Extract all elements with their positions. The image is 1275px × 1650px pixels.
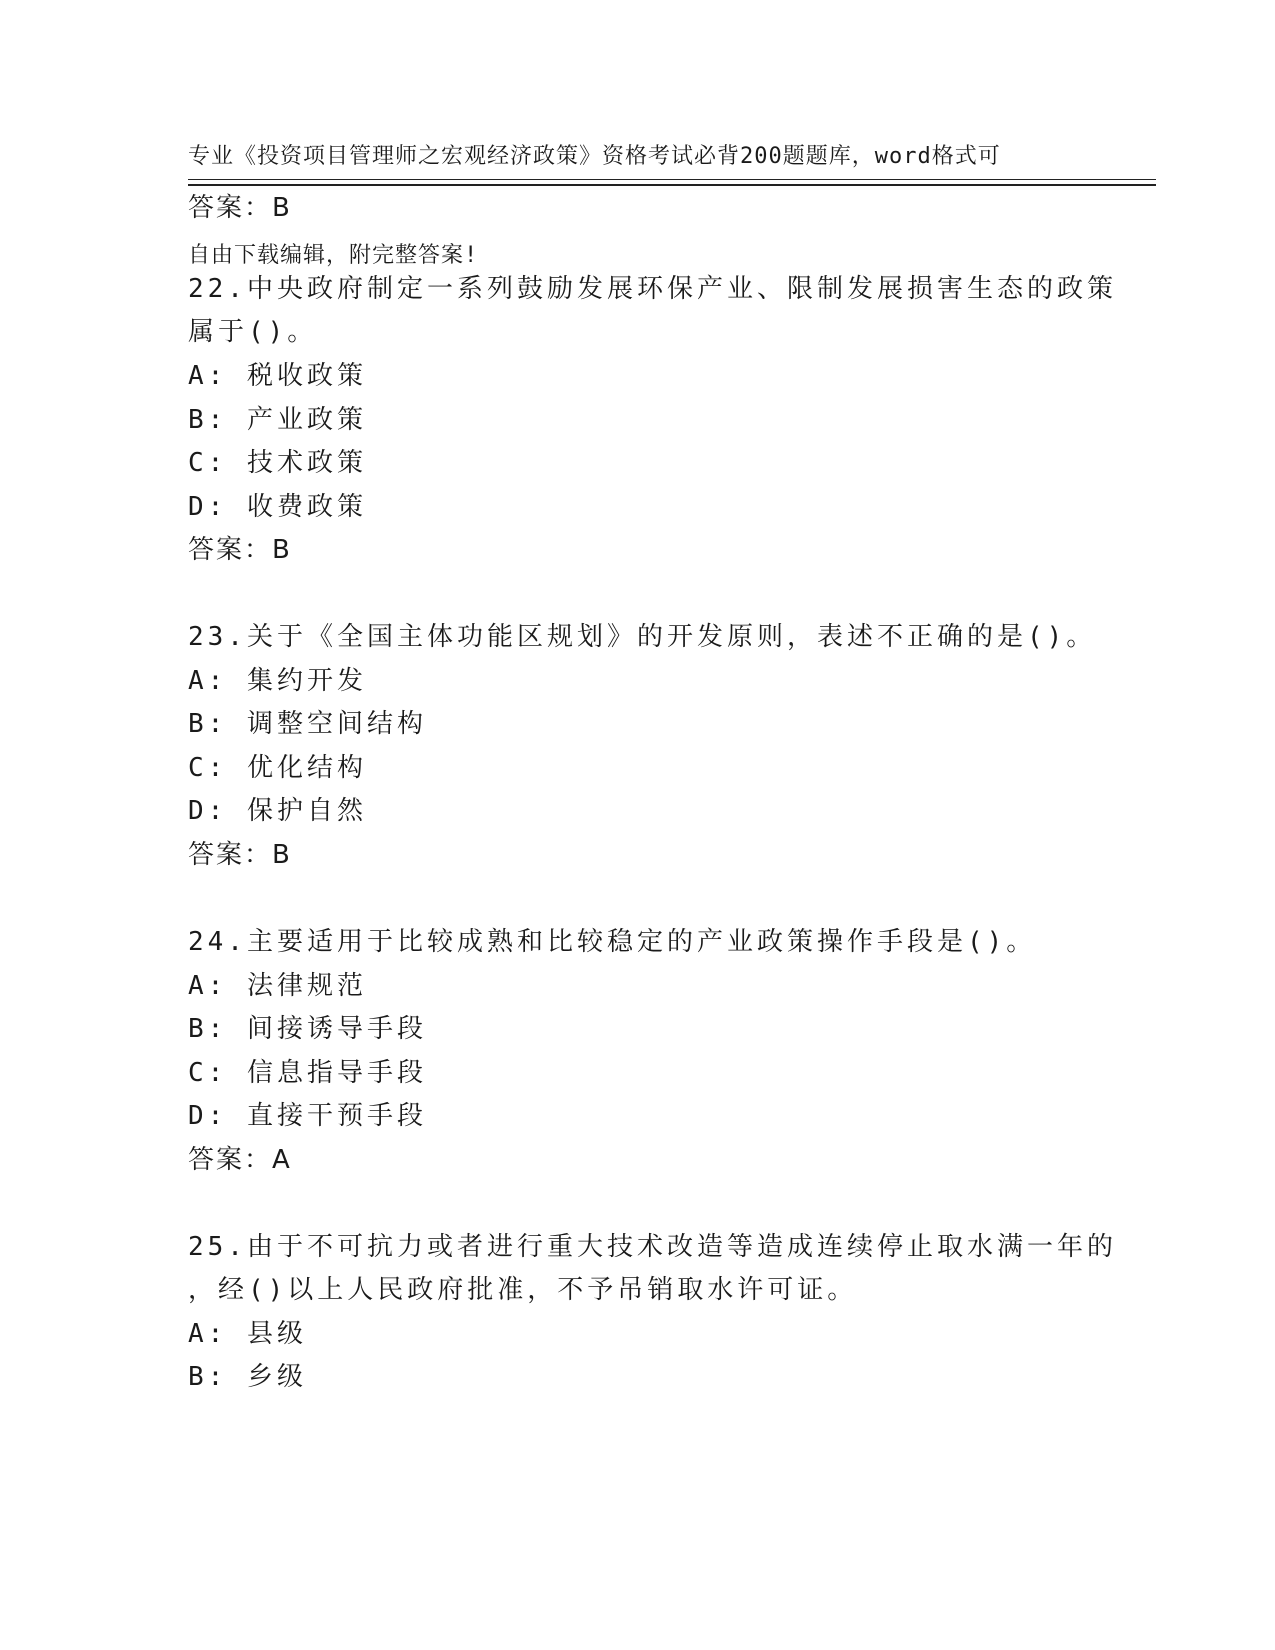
question-25-stem-line-1: 25.由于不可抗力或者进行重大技术改造等造成连续停止取水满一年的 bbox=[188, 1232, 1117, 1262]
question-22-option-c: C: 技术政策 bbox=[188, 448, 367, 478]
question-25-stem-line-2: ，经()以上人民政府批准，不予吊销取水许可证。 bbox=[188, 1275, 858, 1305]
question-22-option-b: B: 产业政策 bbox=[188, 405, 367, 435]
header-line-2: 自由下载编辑，附完整答案! bbox=[188, 243, 479, 268]
question-25-option-b: B: 乡级 bbox=[188, 1362, 307, 1392]
question-22-stem-line-1: 22.中央政府制定一系列鼓励发展环保产业、限制发展损害生态的政策 bbox=[188, 274, 1117, 304]
question-24-option-a: A: 法律规范 bbox=[188, 971, 367, 1001]
question-22-option-d: D: 收费政策 bbox=[188, 492, 367, 522]
question-24-option-d: D: 直接干预手段 bbox=[188, 1101, 427, 1131]
question-22-answer: 答案：B bbox=[188, 535, 292, 565]
question-23-option-b: B: 调整空间结构 bbox=[188, 709, 427, 739]
question-25-option-a: A: 县级 bbox=[188, 1319, 307, 1349]
previous-answer: 答案：B bbox=[188, 193, 292, 223]
question-23-option-d: D: 保护自然 bbox=[188, 796, 367, 826]
question-23-stem-line-1: 23.关于《全国主体功能区规划》的开发原则，表述不正确的是()。 bbox=[188, 622, 1097, 652]
question-24-answer: 答案：A bbox=[188, 1145, 292, 1175]
question-22-option-a: A: 税收政策 bbox=[188, 361, 367, 391]
question-24-option-c: C: 信息指导手段 bbox=[188, 1058, 427, 1088]
question-23-answer: 答案：B bbox=[188, 840, 292, 870]
header-line-1: 专业《投资项目管理师之宏观经济政策》资格考试必背200题题库，word格式可 bbox=[188, 144, 1001, 169]
question-24-stem-line-1: 24.主要适用于比较成熟和比较稳定的产业政策操作手段是()。 bbox=[188, 927, 1037, 957]
header-divider-thick bbox=[188, 184, 1156, 186]
question-23-option-a: A: 集约开发 bbox=[188, 666, 367, 696]
question-24-option-b: B: 间接诱导手段 bbox=[188, 1014, 427, 1044]
question-23-option-c: C: 优化结构 bbox=[188, 753, 367, 783]
header-divider-thin bbox=[188, 179, 1156, 180]
question-22-stem-line-2: 属于()。 bbox=[188, 317, 318, 347]
